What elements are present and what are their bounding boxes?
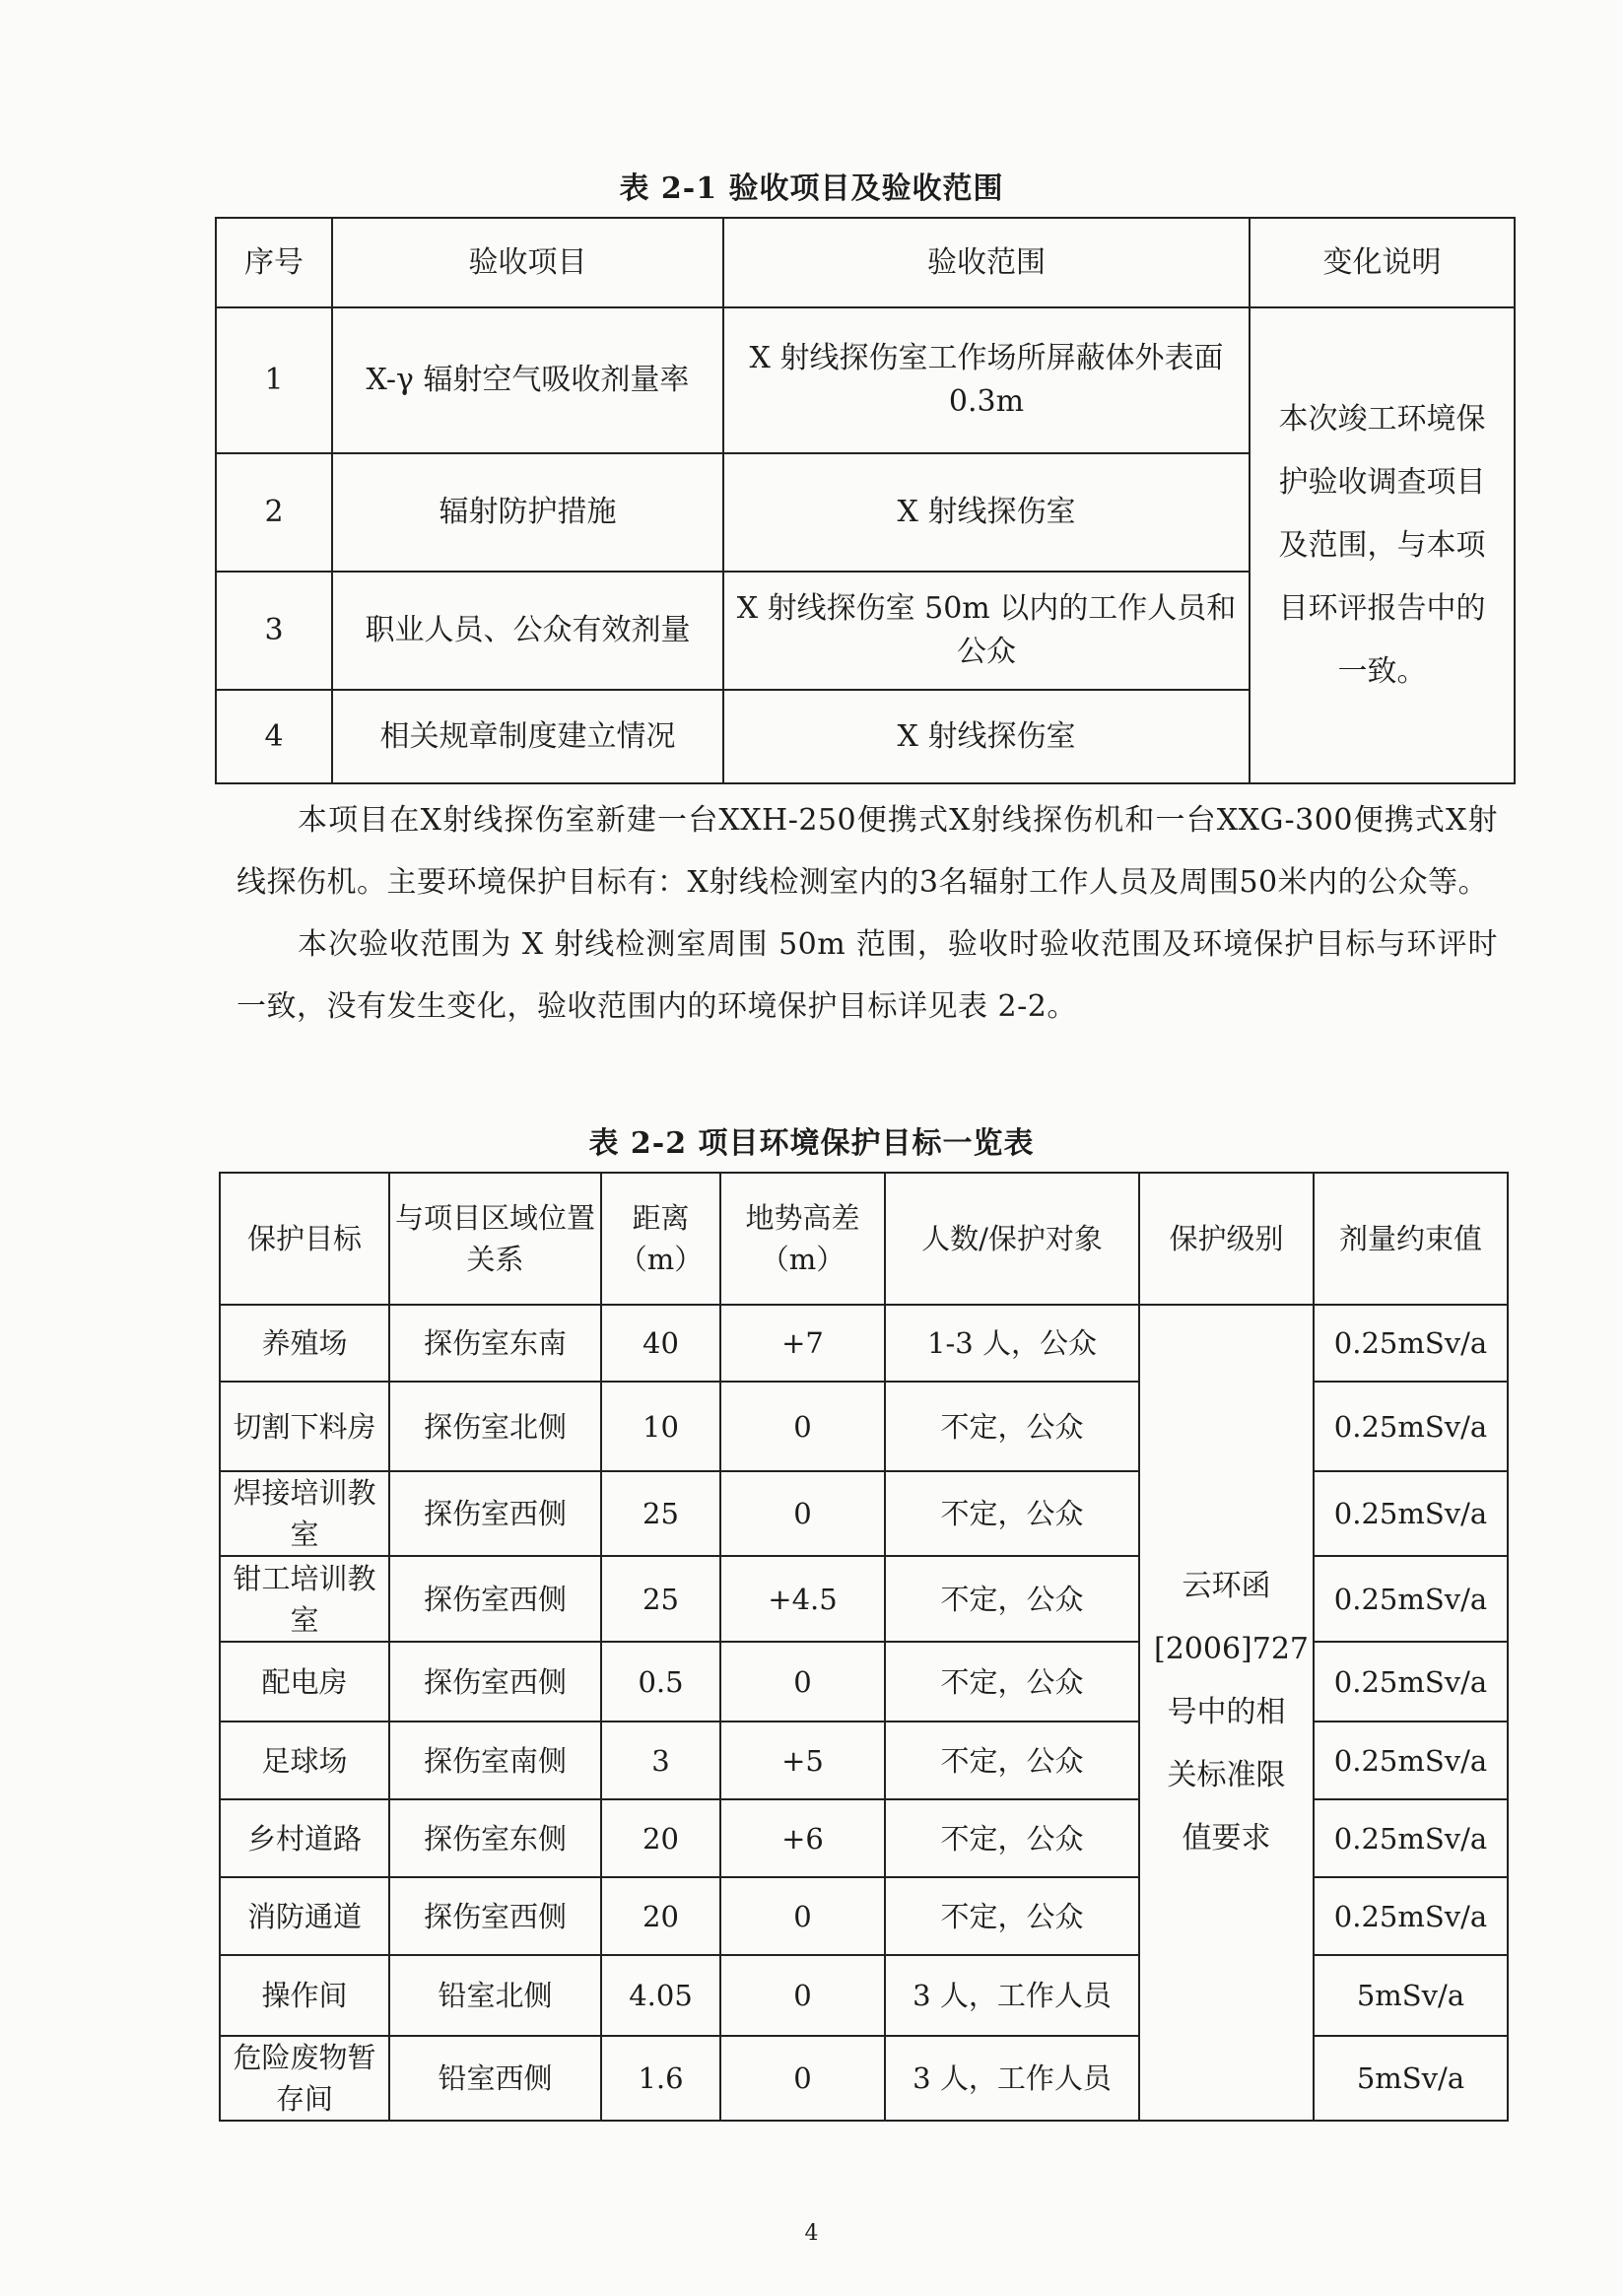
people-object: 不定，公众 [885, 1722, 1139, 1799]
dose-limit: 0.25mSv/a [1314, 1799, 1508, 1877]
distance: 25 [601, 1471, 720, 1556]
distance: 25 [601, 1556, 720, 1642]
page-number: 4 [804, 2221, 819, 2246]
position-relation: 探伤室西侧 [389, 1471, 601, 1556]
people-object: 不定，公众 [885, 1556, 1139, 1642]
table-row [220, 1382, 1508, 1471]
header-cell: 变化说明 [1250, 218, 1515, 307]
acceptance-item: 职业人员、公众有效剂量 [332, 572, 723, 690]
change-note: 本次竣工环境保护验收调查项目及范围，与本项目环评报告中的一致。 [1250, 307, 1515, 783]
position-relation: 探伤室西侧 [389, 1877, 601, 1955]
height-difference: 0 [720, 1955, 885, 2036]
header-cell: 保护级别 [1139, 1173, 1314, 1305]
acceptance-scope: X 射线探伤室工作场所屏蔽体外表面 0.3m [723, 307, 1250, 453]
dose-limit: 0.25mSv/a [1314, 1556, 1508, 1642]
acceptance-scope: X 射线探伤室 [723, 453, 1250, 572]
dose-limit: 0.25mSv/a [1314, 1305, 1508, 1382]
position-relation: 铅室西侧 [389, 2036, 601, 2121]
header-cell: 验收项目 [332, 218, 723, 307]
position-relation: 探伤室东南 [389, 1305, 601, 1382]
target-name: 操作间 [220, 1955, 389, 2036]
row-number: 4 [216, 690, 332, 783]
table-row [220, 1305, 1508, 1382]
table-row [216, 307, 1515, 453]
table-header-row [220, 1173, 1508, 1305]
acceptance-scope: X 射线探伤室 [723, 690, 1250, 783]
distance: 4.05 [601, 1955, 720, 2036]
row-number: 1 [216, 307, 332, 453]
people-object: 不定，公众 [885, 1382, 1139, 1471]
target-name: 焊接培训教室 [220, 1471, 389, 1556]
height-difference: 0 [720, 2036, 885, 2121]
dose-limit: 5mSv/a [1314, 2036, 1508, 2121]
target-name: 切割下料房 [220, 1382, 389, 1471]
target-name: 消防通道 [220, 1877, 389, 1955]
position-relation: 探伤室西侧 [389, 1556, 601, 1642]
table-row [220, 1877, 1508, 1955]
dose-limit: 0.25mSv/a [1314, 1471, 1508, 1556]
paragraph: 本项目在X射线探伤室新建一台XXH-250便携式X射线探伤机和一台XXG-300便携式X射线探伤机。主要环境保护目标有：X射线检测室内的3名辐射工作人员及周围50米内的公众等。 [237, 803, 1498, 900]
position-relation: 探伤室东侧 [389, 1799, 601, 1877]
header-cell: 与项目区域位置关系 [389, 1173, 601, 1305]
dose-limit: 0.25mSv/a [1314, 1722, 1508, 1799]
acceptance-scope: X 射线探伤室 50m 以内的工作人员和公众 [723, 572, 1250, 690]
people-object: 不定，公众 [885, 1799, 1139, 1877]
target-name: 危险废物暂存间 [220, 2036, 389, 2121]
target-name: 钳工培训教室 [220, 1556, 389, 1642]
distance: 10 [601, 1382, 720, 1471]
distance: 1.6 [601, 2036, 720, 2121]
height-difference: +7 [720, 1305, 885, 1382]
target-name: 足球场 [220, 1722, 389, 1799]
table-row [220, 1799, 1508, 1877]
header-cell: 序号 [216, 218, 332, 307]
row-number: 2 [216, 453, 332, 572]
height-difference: +6 [720, 1799, 885, 1877]
row-number: 3 [216, 572, 332, 690]
distance: 0.5 [601, 1642, 720, 1722]
header-cell: 保护目标 [220, 1173, 389, 1305]
position-relation: 探伤室西侧 [389, 1642, 601, 1722]
target-name: 乡村道路 [220, 1799, 389, 1877]
distance: 3 [601, 1722, 720, 1799]
dose-limit: 0.25mSv/a [1314, 1877, 1508, 1955]
table-header-row [216, 218, 1515, 307]
people-object: 不定，公众 [885, 1471, 1139, 1556]
table-row [220, 1556, 1508, 1642]
target-name: 养殖场 [220, 1305, 389, 1382]
header-cell: 验收范围 [723, 218, 1250, 307]
table-2-1-caption: 表 2-1 验收项目及验收范围 [619, 171, 1004, 206]
acceptance-item: 相关规章制度建立情况 [332, 690, 723, 783]
height-difference: 0 [720, 1642, 885, 1722]
people-object: 3 人，工作人员 [885, 2036, 1139, 2121]
height-difference: +5 [720, 1722, 885, 1799]
people-object: 1-3 人，公众 [885, 1305, 1139, 1382]
height-difference: 0 [720, 1471, 885, 1556]
people-object: 不定，公众 [885, 1642, 1139, 1722]
table-row [220, 1642, 1508, 1722]
header-cell: 距离（m） [601, 1173, 720, 1305]
position-relation: 铅室北侧 [389, 1955, 601, 2036]
header-cell: 人数/保护对象 [885, 1173, 1139, 1305]
distance: 40 [601, 1305, 720, 1382]
position-relation: 探伤室北侧 [389, 1382, 601, 1471]
target-name: 配电房 [220, 1642, 389, 1722]
dose-limit: 5mSv/a [1314, 1955, 1508, 2036]
height-difference: 0 [720, 1877, 885, 1955]
acceptance-scope-table [215, 217, 1516, 784]
table-row [220, 1471, 1508, 1556]
header-cell: 地势高差（m） [720, 1173, 885, 1305]
dose-limit: 0.25mSv/a [1314, 1382, 1508, 1471]
protection-level: 云环函[2006]727号中的相关标准限值要求 [1139, 1305, 1314, 2121]
protection-target-table [219, 1172, 1509, 2122]
people-object: 3 人，工作人员 [885, 1955, 1139, 2036]
body-text [237, 789, 1498, 1038]
table-row [220, 2036, 1508, 2121]
height-difference: 0 [720, 1382, 885, 1471]
dose-limit: 0.25mSv/a [1314, 1642, 1508, 1722]
paragraph: 本次验收范围为 X 射线检测室周围 50m 范围，验收时验收范围及环境保护目标与环评时一致，没有发生变化，验收范围内的环境保护目标详见表 2-2。 [237, 927, 1498, 1024]
table-2-2-caption: 表 2-2 项目环境保护目标一览表 [588, 1126, 1035, 1161]
distance: 20 [601, 1799, 720, 1877]
acceptance-item: X-γ 辐射空气吸收剂量率 [332, 307, 723, 453]
people-object: 不定，公众 [885, 1877, 1139, 1955]
acceptance-item: 辐射防护措施 [332, 453, 723, 572]
height-difference: +4.5 [720, 1556, 885, 1642]
table-row [220, 1955, 1508, 2036]
position-relation: 探伤室南侧 [389, 1722, 601, 1799]
header-cell: 剂量约束值 [1314, 1173, 1508, 1305]
distance: 20 [601, 1877, 720, 1955]
table-row [220, 1722, 1508, 1799]
